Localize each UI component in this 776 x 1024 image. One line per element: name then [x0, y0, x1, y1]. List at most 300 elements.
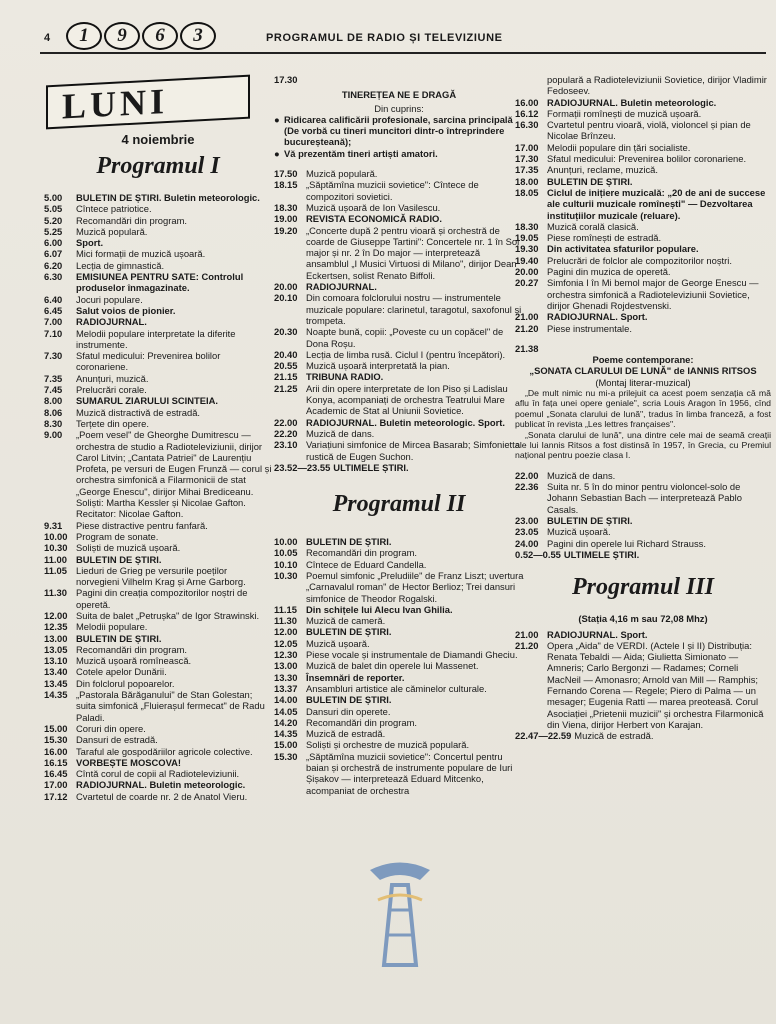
entry-text: BULETIN DE ȘTIRI. — [306, 626, 392, 638]
entry-time: 20.55 — [274, 360, 298, 372]
schedule-entry — [44, 248, 272, 259]
schedule-entry — [274, 683, 524, 694]
entry-text: RADIOJURNAL. Buletin meteorologic. Sport. — [306, 416, 505, 428]
entry-text: Ciclul de inițiere muzicală: „20 de ani de succese ale culturii muzicale romînești" — Dezvoltarea instituțiilor muzicale (reluare). — [547, 186, 766, 221]
entry-time: 16.00 — [515, 96, 539, 108]
schedule-entry — [274, 213, 524, 224]
entry-text: BULETIN DE ȘTIRI. — [306, 694, 392, 706]
entry-time: 6.00 — [44, 237, 63, 249]
schedule-entry — [515, 549, 771, 560]
schedule-entry — [274, 751, 524, 796]
entry-time — [515, 74, 547, 97]
schedule-entry — [44, 779, 272, 790]
schedule-entry — [274, 547, 524, 558]
schedule-entry — [274, 615, 524, 626]
entry-time: 23.10 — [274, 439, 298, 451]
entry-time: 19.05 — [515, 232, 539, 244]
schedule-entry — [44, 723, 272, 734]
bullet-item: ● Vă prezentăm tineri artiști amatori. — [274, 147, 438, 159]
entry-time: 13.45 — [44, 677, 68, 689]
entry-time: 19.40 — [515, 254, 539, 266]
entry-time: 23.00 — [515, 515, 539, 527]
schedule-entry — [274, 559, 524, 570]
year-logo — [66, 22, 216, 50]
schedule-entry — [44, 678, 272, 689]
entry-text: Muzică ușoară interpretată la pian. — [306, 360, 450, 372]
entry-text: Recomandări din program. — [76, 643, 187, 655]
schedule-entry — [515, 266, 771, 277]
year-digit: 9 — [104, 22, 140, 50]
entry-text: Terțete din opere. — [76, 417, 149, 429]
program-2-title: Programul II — [332, 491, 466, 518]
schedule-entry — [44, 666, 272, 677]
entry-text: Muzică ușoară. — [306, 637, 370, 649]
schedule-entry — [274, 660, 524, 671]
schedule-entry — [44, 655, 272, 666]
schedule-entry — [274, 74, 524, 85]
entry-text: „Concerte după 2 pentru vioară și orchestră de coarde de Giuseppe Tartini": Concertele nr. 1 în Sol major și nr. 2 în Do major — interpretează ansamblul „I Musici Virtuosi di Milano", dirijor Dean Eckertsen, solist Renato Biffoli. — [306, 224, 520, 281]
entry-time: 14.20 — [274, 716, 298, 728]
schedule-entry — [515, 108, 771, 119]
schedule-entry — [274, 179, 524, 202]
page-number: 4 — [44, 32, 51, 44]
entry-time: 22.00 — [274, 416, 298, 428]
schedule-entry — [515, 277, 771, 311]
entry-text: Anunțuri, reclame, muzică. — [547, 164, 658, 176]
entry-text: Din activitatea sfaturilor populare. — [547, 243, 699, 255]
schedule-entry — [44, 395, 272, 406]
entry-time: 10.00 — [274, 536, 298, 548]
entry-time: 8.00 — [44, 395, 63, 407]
entry-time: 16.12 — [515, 107, 539, 119]
entry-time: 5.25 — [44, 225, 63, 237]
schedule-entry — [515, 526, 771, 537]
schedule-entry — [515, 176, 771, 187]
entry-text: Sfatul medicului: Prevenirea bolilor coronariene. — [547, 153, 747, 165]
header-title: PROGRAMUL DE RADIO ȘI TELEVIZIUNE — [266, 32, 503, 44]
entry-text: RADIOJURNAL. Buletin meteorologic. — [76, 779, 246, 791]
entry-text: Sport. — [76, 237, 104, 249]
entry-text: Dansuri din operete. — [306, 705, 391, 717]
entry-text: Muzică populară. — [306, 168, 378, 180]
column-2 — [274, 74, 524, 796]
schedule-entry — [274, 371, 524, 382]
schedule-entry — [44, 260, 272, 271]
entry-time: 23.05 — [515, 526, 539, 538]
schedule-entry — [274, 694, 524, 705]
entry-time: 22.36 — [515, 481, 539, 493]
entry-text: Piese vocale și instrumentale de Diamandi Gheciu. — [306, 649, 518, 661]
year-digit: 3 — [180, 22, 216, 50]
entry-time: 21.25 — [274, 382, 298, 394]
entry-time: 21.00 — [515, 311, 539, 323]
schedule-entry — [515, 730, 771, 741]
schedule-entry — [44, 328, 272, 351]
schedule-entry — [44, 791, 272, 802]
schedule-entry — [515, 232, 771, 243]
entry-time: 13.10 — [44, 655, 68, 667]
entry-text: Melodii populare interpretate la diferite instrumente. — [76, 327, 236, 350]
entry-time: 6.07 — [44, 248, 63, 260]
schedule-entry — [44, 531, 272, 542]
schedule-entry — [274, 225, 524, 281]
entry-time: 12.05 — [274, 637, 298, 649]
entry-text: Taraful ale gospodăriilor agricole colective. — [76, 745, 253, 757]
entry-time: 17.30 — [274, 74, 298, 85]
entry-text: Cîntece patriotice. — [76, 203, 152, 215]
entry-text: RADIOJURNAL. Sport. — [547, 311, 648, 323]
entry-time: 24.00 — [515, 537, 539, 549]
entry-time: 19.00 — [274, 213, 298, 225]
entry-time: 15.00 — [274, 739, 298, 751]
entry-time: 17.50 — [274, 168, 298, 180]
program-2-list — [274, 536, 524, 796]
entry-time: 19.20 — [274, 224, 298, 236]
entry-time: 19.30 — [515, 243, 539, 255]
entry-time: 11.30 — [44, 587, 67, 599]
entry-time: 22.20 — [274, 427, 298, 439]
entry-time: 11.05 — [44, 564, 67, 576]
entry-time: 10.10 — [274, 558, 298, 570]
entry-text: Suita de balet „Petrușka" de Igor Strawinski. — [76, 609, 260, 621]
schedule-entry — [274, 604, 524, 615]
entry-text: Muzică corală clasică. — [547, 220, 639, 232]
column-1 — [44, 74, 272, 802]
entry-text: TRIBUNA RADIO. — [306, 371, 384, 383]
entry-time: 10.05 — [274, 547, 298, 559]
poem-heading: Poeme contemporane: — [592, 354, 694, 366]
entry-time: 13.40 — [44, 666, 68, 678]
entry-text: Muzică de estradă. — [306, 728, 386, 740]
schedule-entry — [274, 326, 524, 349]
schedule-entry — [515, 629, 771, 640]
schedule-entry — [274, 439, 524, 462]
entry-time: 18.30 — [515, 220, 539, 232]
schedule-entry — [44, 587, 272, 610]
schedule-entry — [44, 226, 272, 237]
schedule-entry — [515, 323, 771, 334]
schedule-entry — [44, 644, 272, 655]
entry-text: BULETIN DE ȘTIRI. — [76, 632, 162, 644]
schedule-entry — [44, 554, 272, 565]
entry-time: 14.35 — [274, 728, 298, 740]
schedule-entry — [515, 470, 771, 481]
station-info: (Stația 4,16 m sau 72,08 Mhz) — [578, 613, 708, 625]
schedule-entry — [515, 221, 771, 232]
entry-text: Variațiuni simfonice de Mircea Basarab; Simfonietta rustică de Eugen Suchon. — [306, 439, 520, 462]
entry-text: Recomandări din program. — [306, 547, 417, 559]
poem-name: „SONATA CLARULUI DE LUNĂ" de IANNIS RITSOS — [529, 365, 757, 377]
day-date: 4 noiembrie — [121, 132, 195, 147]
schedule-entry — [274, 202, 524, 213]
entry-time: 13.05 — [44, 643, 68, 655]
entry-text: Suita nr. 5 în do minor pentru violoncel-solo de Johann Sebastian Bach — interpretează Pablo Casals. — [547, 481, 742, 515]
schedule-entry — [44, 350, 272, 373]
entry-time: 14.00 — [274, 694, 298, 706]
entry-time: 9.31 — [44, 519, 63, 531]
entry-time: 13.30 — [274, 671, 298, 683]
entry-text: BULETIN DE ȘTIRI. — [547, 515, 633, 527]
entry-text: SUMARUL ZIARULUI SCINTEIA. — [76, 395, 219, 407]
entry-time: 16.00 — [44, 745, 68, 757]
schedule-entry — [44, 203, 272, 214]
schedule-entry — [515, 74, 771, 97]
entry-text: Sfatul medicului: Prevenirea bolilor coronariene. — [76, 350, 221, 373]
entry-text: Cotele apelor Dunării. — [76, 666, 167, 678]
entry-time: 17.00 — [44, 779, 68, 791]
entry-time: 23.52—23.55 — [274, 461, 331, 473]
schedule-entry — [274, 706, 524, 717]
entry-text: Pagini din operele lui Richard Strauss. — [547, 537, 706, 549]
schedule-entry — [515, 515, 771, 526]
entry-time: 17.00 — [515, 141, 539, 153]
schedule-entry — [44, 689, 272, 723]
entry-time: 10.00 — [44, 530, 68, 542]
schedule-entry — [44, 384, 272, 395]
entry-time: 6.20 — [44, 259, 63, 271]
entry-time: 21.15 — [274, 371, 298, 383]
entry-text: Muzică de cameră. — [306, 615, 386, 627]
schedule-entry — [274, 638, 524, 649]
schedule-entry — [274, 728, 524, 739]
schedule-entry — [274, 292, 524, 326]
entry-time: 0.52—0.55 — [515, 548, 561, 560]
schedule-entry — [44, 429, 272, 519]
entry-time: 5.05 — [44, 203, 63, 215]
schedule-entry — [515, 343, 771, 354]
entry-time: 8.30 — [44, 417, 63, 429]
entry-time: 11.15 — [274, 603, 297, 615]
entry-time: 18.00 — [515, 175, 539, 187]
entry-text: „Poem vesel" de Gheorghe Dumitrescu — orchestra de studio a Radioteleviziunii, dirijor Carol Litvin; „Cantata Patriei" de Laurențiu Profeta, pe versuri de Eugen Frunză — corul și orchestra simfonică a Filarmonicii de stat „George Enescu", dirijor Mihai Brediceanu. Soliști: Martha Kessler și Nicolae Gafton. Recitator: Nicolae Gafton. — [76, 429, 272, 520]
schedule-entry — [515, 187, 771, 221]
entry-time: 22.47—22.59 — [515, 730, 572, 742]
entry-text: BULETIN DE ȘTIRI. — [547, 175, 633, 187]
entry-text: Muzică populară. — [76, 225, 148, 237]
entry-time: 13.00 — [274, 660, 298, 672]
entry-time: 21.20 — [515, 639, 539, 651]
entry-text: Dansuri de estradă. — [76, 734, 158, 746]
schedule-entry — [515, 311, 771, 322]
antenna-watermark-icon — [350, 860, 450, 970]
schedule-entry — [515, 640, 771, 730]
schedule-entry — [44, 542, 272, 553]
entry-time: 10.30 — [44, 542, 68, 554]
entry-text: Poemul simfonic „Preludiile" de Franz Liszt; uvertura „Carnavalul roman" de Hector Berlioz; Trei dansuri simfonice de Theodor Rogalski. — [306, 569, 524, 604]
entry-time: 17.12 — [44, 790, 68, 802]
schedule-entry — [44, 192, 272, 203]
entry-text: „Pastorala Bărăganului" de Stan Golestan; suita simfonică „Fluierașul fermecat" de Radu Paladi. — [76, 689, 265, 723]
entry-time: 17.35 — [515, 164, 539, 176]
year-digit: 6 — [142, 22, 178, 50]
schedule-entry — [44, 768, 272, 779]
entry-text: „Săptămîna muzicii sovietice": Concertul pentru baian și orchestră de instrumente populare de Iuri Șișakov — interpretează Eduard Mitcenko, acompaniat de orchestra — [306, 750, 513, 796]
entry-time: 5.00 — [44, 192, 63, 203]
entry-text: ULTIMELE ȘTIRI. — [333, 461, 409, 473]
column-2-list — [274, 168, 524, 473]
schedule-entry — [44, 271, 272, 294]
year-digit: 1 — [66, 22, 102, 50]
entry-time: 12.35 — [44, 621, 68, 633]
entry-text: Prelucrări corale. — [76, 384, 147, 396]
entry-text: Lieduri de Grieg pe versurile poeților norvegieni Vilhelm Krag și Arne Garborg. — [76, 564, 246, 588]
entry-text: Arii din opere interpretate de Ion Piso și Ladislau Konya, acompaniați de orchestra Teatrului Mare Academic de Stat al Uniunii Sovietice. — [306, 382, 508, 417]
entry-text: Muzică ușoară romînească. — [76, 655, 192, 667]
entry-time: 6.40 — [44, 293, 63, 305]
schedule-entry — [274, 281, 524, 292]
page-header — [40, 20, 766, 54]
entry-time: 17.30 — [515, 153, 539, 165]
entry-time: 22.00 — [515, 469, 539, 481]
program-3-title: Programul III — [571, 574, 715, 601]
entry-text: Din schițele lui Alecu Ivan Ghilia. — [306, 603, 453, 615]
schedule-entry — [44, 734, 272, 745]
column-3-list-a — [515, 74, 771, 334]
entry-time: 7.30 — [44, 350, 63, 362]
entry-text: Program de sonate. — [76, 530, 159, 542]
schedule-entry — [274, 570, 524, 604]
schedule-entry — [274, 428, 524, 439]
schedule-entry — [44, 373, 272, 384]
entry-text: Recomandări din program. — [306, 716, 417, 728]
entry-text: Melodii populare. — [76, 621, 148, 633]
schedule-entry — [274, 462, 524, 473]
entry-text: VORBEȘTE MOSCOVA! — [76, 756, 182, 768]
entry-time: 7.10 — [44, 327, 63, 339]
schedule-entry — [44, 520, 272, 531]
schedule-entry — [44, 621, 272, 632]
schedule-entry — [44, 237, 272, 248]
entry-text: Pagini din creația compozitorilor noștri de operetă. — [76, 587, 248, 610]
entry-text: Ansambluri artistice ale căminelor culturale. — [306, 682, 487, 694]
program-1-title: Programul I — [96, 153, 220, 179]
entry-text: Din comoara folclorului nostru — instrumentele muzicale populare: clarinetul, taragotul, saxofonul și trompeta. — [306, 292, 522, 326]
section-subtitle: Din cuprins: — [374, 102, 424, 114]
entry-text: Muzică de estradă. — [574, 730, 654, 742]
entry-text: Însemnări de reporter. — [306, 671, 405, 683]
entry-text: BULETIN DE ȘTIRI. Buletin meteorologic. — [76, 192, 260, 203]
schedule-entry — [44, 757, 272, 768]
entry-time: 12.30 — [274, 649, 298, 661]
entry-text: BULETIN DE ȘTIRI. — [306, 536, 392, 548]
entry-text: Lecția de limba rusă. Ciclul I (pentru începători). — [306, 348, 506, 360]
entry-time: 18.05 — [515, 186, 539, 198]
schedule-entry — [274, 536, 524, 547]
entry-text: RADIOJURNAL. Buletin meteorologic. — [547, 96, 717, 108]
entry-text: EMISIUNEA PENTRU SATE: Controlul produselor înmagazinate. — [76, 271, 244, 294]
entry-time: 15.30 — [44, 734, 68, 746]
schedule-entry — [274, 626, 524, 637]
schedule-entry — [274, 168, 524, 179]
schedule-entry — [515, 243, 771, 254]
entry-time: 16.45 — [44, 768, 68, 780]
schedule-entry — [515, 255, 771, 266]
entry-time: 14.05 — [274, 705, 298, 717]
poem-note: (Montaj literar-muzical) — [595, 376, 691, 388]
schedule-entry — [274, 417, 524, 428]
schedule-entry — [515, 119, 771, 142]
entry-time: 20.40 — [274, 348, 298, 360]
schedule-entry — [274, 360, 524, 371]
poem-paragraph: „De mult nimic nu mi-a prilejuit ca acest poem senzația că mă aflu în fața unei opere geniale", scria Louis Aragon în 1956, cînd poemul „Sonata clarului de lună", tradus în limba franceză, a fost publicat în revista „Les lettres françaises". — [515, 388, 771, 430]
schedule-entry — [44, 316, 272, 327]
entry-time: 13.00 — [44, 632, 68, 644]
entry-text: populară a Radioteleviziunii Sovietice, dirijor Vladimir Fedoseev. — [547, 74, 767, 97]
entry-text: Anunțuri, muzică. — [76, 372, 149, 384]
entry-time: 11.00 — [44, 553, 67, 565]
schedule-entry — [274, 739, 524, 750]
section-title: TINEREȚEA NE E DRAGĂ — [341, 89, 457, 101]
entry-text: Cîntă corul de copii al Radioteleviziunii. — [76, 768, 240, 780]
entry-text: Piese instrumentale. — [547, 322, 632, 334]
entry-text: Salut voios de pionier. — [76, 304, 176, 316]
entry-text: Opera „Aida" de VERDI. (Actele I și II) Distribuția: Renata Tebaldi — Aida; Giulietta Simionato — Amneris; Carlo Bergonzi — Radames; Corneli MacNeil — Amonasro; Arnold van Mill — Ramphis; Fernando Corena — Regele; Piero di Palma — un mesager; Eugenia Ratti — marea preoteasă. Corul Asociației „Prietenii muzicii" și orchestra Filarmonică din Viena, dirijor Herbert von Karajan. — [547, 639, 764, 730]
schedule-entry — [44, 407, 272, 418]
entry-text: Muzică de dans. — [306, 427, 375, 439]
poem-paragraph: „Sonata clarului de lună", una dintre cele mai de seamă creații ale lui Iannis Ritsos a fost distinsă în 1957, în Grecia, cu Premiul național pentru poezie clasa I. — [515, 429, 771, 461]
entry-text: Prelucrări de folclor ale compozitorilor noștri. — [547, 254, 732, 266]
entry-time: 6.30 — [44, 271, 63, 283]
schedule-entry — [515, 538, 771, 549]
entry-text: Mici formații de muzică ușoară. — [76, 248, 206, 260]
entry-text: Muzică ușoară de Ion Vasilescu. — [306, 201, 441, 213]
entry-time: 20.10 — [274, 292, 298, 304]
entry-text: Melodii populare din țări socialiste. — [547, 141, 691, 153]
entry-text: Coruri din opere. — [76, 722, 146, 734]
entry-text: Formații romînești de muzică ușoară. — [547, 107, 702, 119]
schedule-entry — [44, 610, 272, 621]
entry-time: 16.15 — [44, 756, 68, 768]
schedule-entry — [274, 672, 524, 683]
entry-text: „Săptămîna muzicii sovietice": Cîntece de compozitori sovietici. — [306, 179, 479, 202]
schedule-entry — [274, 649, 524, 660]
schedule-entry — [274, 349, 524, 360]
schedule-entry — [274, 383, 524, 417]
entry-time: 7.00 — [44, 316, 63, 328]
entry-time: 9.00 — [44, 429, 63, 441]
entry-text: REVISTA ECONOMICĂ RADIO. — [306, 213, 442, 225]
entry-time: 21.00 — [515, 628, 539, 640]
schedule-entry — [515, 142, 771, 153]
entry-time: 18.30 — [274, 201, 298, 213]
entry-time: 5.20 — [44, 214, 63, 226]
entry-text: Cîntece de Eduard Candella. — [306, 558, 427, 570]
entry-time: 21.20 — [515, 322, 539, 334]
entry-time: 12.00 — [274, 626, 298, 638]
entry-text: RADIOJURNAL. — [76, 316, 147, 328]
entry-time: 20.00 — [274, 281, 298, 293]
schedule-entry — [44, 565, 272, 588]
entry-text: Din folclorul popoarelor. — [76, 677, 175, 689]
schedule-entry — [44, 294, 272, 305]
program-1-list — [44, 192, 272, 802]
entry-time: 10.30 — [274, 569, 298, 581]
schedule-entry — [44, 305, 272, 316]
entry-text: Muzică ușoară. — [547, 526, 611, 538]
entry-time: 14.35 — [44, 689, 68, 701]
day-banner — [46, 75, 250, 130]
entry-text: Soliști și orchestre de muzică populară. — [306, 739, 470, 751]
entry-text: Cvartetul de coarde nr. 2 de Anatol Vieru. — [76, 790, 248, 802]
entry-text: Recomandări din program. — [76, 214, 187, 226]
entry-text: Pagini din muzica de operetă. — [547, 266, 671, 278]
entry-time: 20.00 — [515, 266, 539, 278]
day-name: LUNI — [62, 80, 169, 127]
poem-description — [515, 388, 771, 461]
entry-text: Piese romînești de estradă. — [547, 232, 662, 244]
program-3-list — [515, 629, 771, 742]
schedule-entry — [515, 97, 771, 108]
